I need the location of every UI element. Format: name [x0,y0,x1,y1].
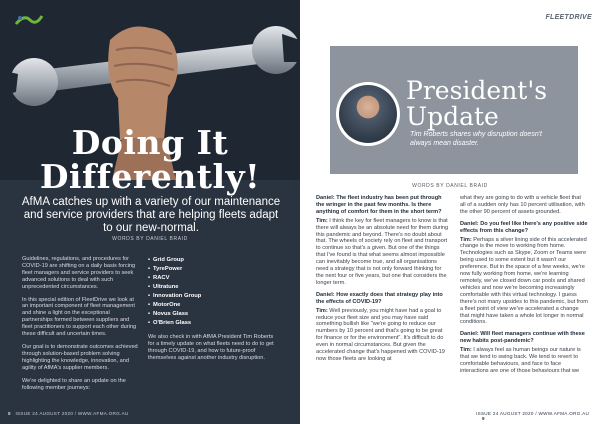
list-item: • Innovation Group [148,292,280,301]
speaker: Tim: [460,236,472,243]
list-item: • Novus Glass [148,310,280,319]
body-paragraph: We're delighted to share an update on the following member journeys: [22,377,126,391]
list-item: • O'Brien Glass [148,319,280,328]
footer-right [476,411,600,421]
speaker: Tim: [316,307,328,314]
answer: Tim: I think the key for fleet managers to know is that there will always be an absolute need for them during this pandemic and beyond. There's no doubt about that. The wheels of society rely on fleet and transport to continue so that's a given. But one of the things that I've found is that what seems almost impossible can inevitably become true, and all organisations need a strategy that is not only forward thinking for the next four or five years, but one that considers the longer term. [316,217,449,286]
member-list [148,256,280,328]
list-item: • Grid Group [148,256,280,265]
interview-column-1 [316,195,450,368]
body-paragraph: Guidelines, regulations, and procedures for COVID-19 are shifting on a daily basis forcing fleet managers and service providers to seek advanced solutions to deal with such unprecedented circumstances. [22,256,136,290]
list-item: • RACV [148,274,280,283]
footer-text: ISSUE 24 AUGUST 2020 / WWW.AFMA.ORG.AU [476,411,590,416]
right-page [300,0,600,424]
list-item: • TyrePower [148,265,280,274]
body-paragraph: In this special edition of FleetDrive we look at an important component of fleet management and shine a light on the exceptional partnerships formed between suppliers and fleet practitioners to support each other during these difficult and uncertain times. [22,296,137,338]
interview-column-2 [460,195,588,380]
title-line-2: Update [406,102,499,131]
body-column-2 [148,256,280,368]
question: Daniel: How exactly does that strategy play into the effects of COVID-19? [316,291,443,305]
article-subtitle: AfMA catches up with a variety of our maintenance and service providers that are helping fleets adapt to our new-normal. [21,196,281,234]
page-number: 9 [482,416,485,421]
list-item: • MotorOne [148,301,280,310]
question: Daniel: The fleet industry has been put through the wringer in the past few months. Is there anything of comfort for them in the short term? [316,195,442,215]
speaker: Tim: [460,347,472,354]
page-title [406,78,547,130]
logo-icon [14,12,44,26]
body-paragraph: Our goal is to demonstrate outcomes achieved through solution-based problem solving highlighting the knowledge, innovation, and agility of AfMA's supplier members. [22,343,138,371]
title-line-1: Doing It [71,123,229,162]
brand-logo: FLEETDRIVE [545,14,592,21]
body-column-1 [22,256,140,397]
answer: Tim: Well previously, you might have had a goal to reduce your fleet size and you may have said something bullish like "we're going to reduce our numbers by 10 percent and that's going to be great for finance or for the environment". It's difficult to do even in normal circumstances. But given the accelerated change that's happened with COVID-19 now those fleets are looking at [316,307,445,362]
answer: Tim: Perhaps a silver lining side of this accelerated change is the move to working from home. Technologies such as Skype, Zoom or Teams were being used to some extent but it wasn't our preference. But in the space of a few weeks, we're now fully working from home, we're learning remotely, we've closed down car pools and shared vehicles and now we're becoming increasingly comfortable with this virtual technology. I guess there's not many upsides to this pandemic, but from a fleet point of view we've accelerated a change that might have taken a whole lot longer in normal conditions. [460,236,588,326]
speaker: Tim: [316,217,328,224]
page-number: 8 [8,411,11,416]
question: Daniel: Do you feel like there's any positive side effects from this change? [460,220,588,234]
byline: WORDS BY DANIEL BRAID [412,183,488,189]
article-title [0,123,300,196]
intro-text: Tim Roberts shares why disruption doesn't always mean disaster. [410,131,542,147]
footer-left [8,411,129,416]
list-item: • Ultratune [148,283,280,292]
answer-continued: what they are going to do with a vehicle fleet that all of a sudden only has 10 percent utilisation, with the other 90 percent of assets grounded. [460,195,585,215]
question: Daniel: Will fleet managers continue with these new habits post-pandemic? [460,331,585,345]
avatar [336,82,400,146]
title-line-2: Differently! [39,157,261,196]
answer: Tim: I always feel as human beings our nature is that we tend to swing back. We tend to revert to comfortable behaviours, and face to face interactions are one of those behaviours that we [460,347,581,374]
body-paragraph: We also check in with AfMA President Tim Roberts for a timely update on what fleets need to do to get through COVID-19, and how to future-proof themselves against another industry disruption. [148,334,274,361]
footer-text: ISSUE 24 AUGUST 2020 / WWW.AFMA.ORG.AU [15,411,129,416]
byline: WORDS BY DANIEL BRAID [112,236,188,242]
title-line-1: President's [406,76,548,105]
